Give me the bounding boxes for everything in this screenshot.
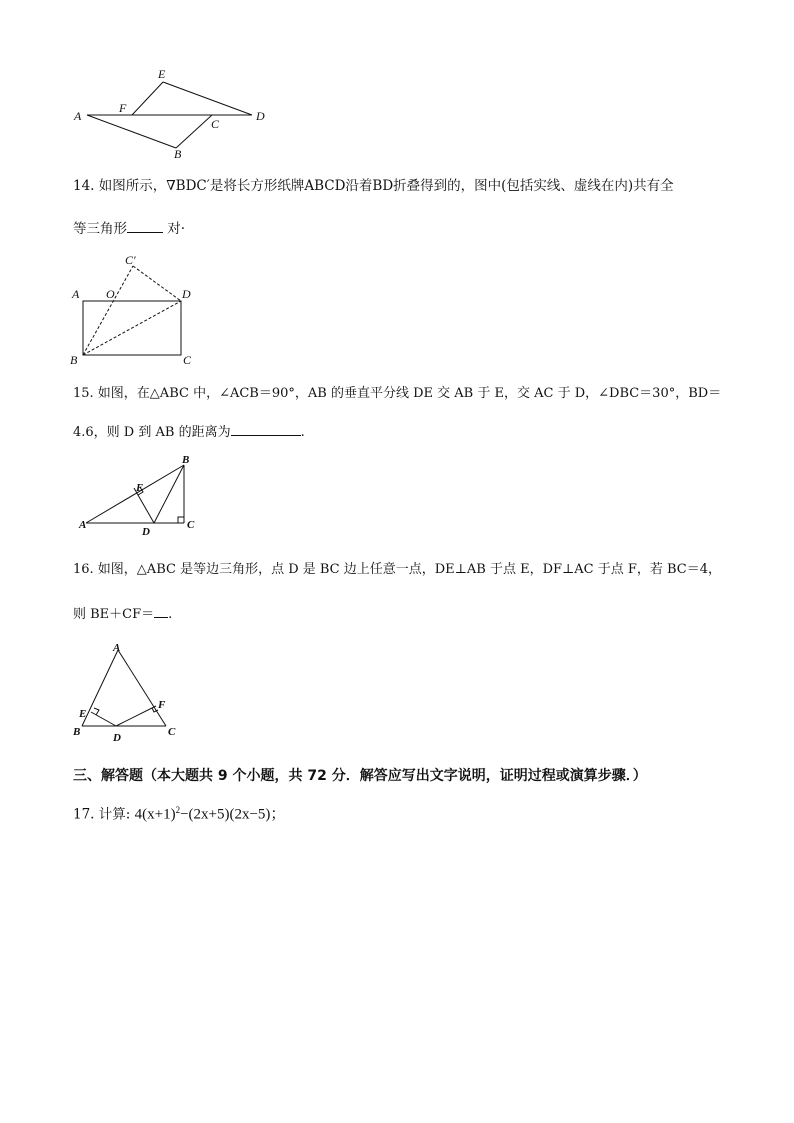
label-d: D	[142, 526, 150, 538]
question-16-line-2	[73, 603, 172, 625]
label-a: A	[74, 109, 82, 123]
question-16-suffix: .	[168, 607, 173, 622]
label-e: E	[158, 67, 166, 81]
figure-right-triangle	[76, 452, 206, 542]
segment-fe	[132, 82, 163, 115]
segment-de	[91, 712, 116, 726]
answer-blank-15[interactable]	[231, 421, 301, 436]
label-c-prime: C′	[125, 253, 136, 267]
question-16-line-1: 16. 如图，△ABC 是等边三角形，点 D 是 BC 边上任意一点，DE⊥AB 于点 E，DF⊥AC 于点 F，若 BC＝4，	[73, 562, 722, 577]
question-14-prefix: 等三角形	[73, 221, 127, 237]
segment-ab	[82, 650, 118, 726]
segment-df	[116, 706, 156, 726]
question-16-prefix: 则 BE＋CF＝	[73, 607, 155, 622]
label-c: C	[168, 726, 176, 738]
expression-exponent: 2	[175, 805, 181, 815]
question-15-line-1: 15. 如图，在△ABC 中，∠ACB＝90°，AB 的垂直平分线 DE 交 AB 于 E，交 AC 于 D，∠DBC＝30°，BD＝	[73, 386, 722, 401]
right-angle-mark-c	[178, 517, 184, 523]
label-d: D	[256, 109, 265, 123]
section-3-heading: 三、解答题（本大题共 9 个小题，共 72 分．解答应写出文字说明，证明过程或演算步骤．）	[73, 768, 647, 784]
expression-part-2: −(2x+5)(2x−5)；	[180, 806, 286, 823]
label-f: F	[119, 101, 127, 115]
question-17-prefix: 17. 计算:	[73, 806, 131, 823]
question-14-line-2	[73, 218, 185, 239]
segment-c-prime-d	[133, 266, 181, 301]
figure-rectangle-fold	[68, 252, 208, 368]
label-f: F	[158, 699, 166, 711]
label-c: C	[211, 117, 220, 131]
question-15-suffix: .	[300, 425, 305, 440]
expression-part-1: 4(x+1)	[134, 806, 176, 823]
label-c: C	[183, 353, 192, 367]
question-17	[73, 800, 285, 825]
answer-blank-14[interactable]	[127, 218, 163, 233]
label-b: B	[174, 147, 182, 161]
label-d: D	[113, 732, 121, 744]
figure-equilateral-triangle	[72, 638, 187, 744]
label-b: B	[73, 726, 81, 738]
question-14-line-1: 14. 如图所示，∇BDC′是将长方形纸牌ABCD沿着BD折叠得到的，图中(包括实线、虚线在内)共有全	[73, 178, 674, 194]
label-b: B	[182, 454, 190, 466]
answer-blank-16[interactable]	[154, 603, 168, 618]
question-14-suffix: 对·	[163, 221, 186, 237]
figure-aefcdb	[70, 62, 280, 164]
label-a: A	[79, 519, 87, 531]
segment-ab	[87, 115, 176, 148]
label-c: C	[187, 519, 195, 531]
label-o: O	[106, 287, 115, 301]
label-b: B	[70, 353, 78, 367]
segment-bc-prime	[83, 266, 133, 355]
label-a: A	[113, 642, 121, 654]
label-d: D	[182, 287, 191, 301]
segment-ed	[163, 82, 252, 115]
label-e: E	[79, 708, 87, 720]
question-15-prefix: 4.6，则 D 到 AB 的距离为	[73, 425, 231, 440]
label-e: E	[136, 482, 144, 494]
segment-bc	[176, 115, 212, 148]
question-15-line-2	[73, 421, 305, 443]
segment-ac	[118, 650, 166, 726]
label-a: A	[72, 287, 80, 301]
